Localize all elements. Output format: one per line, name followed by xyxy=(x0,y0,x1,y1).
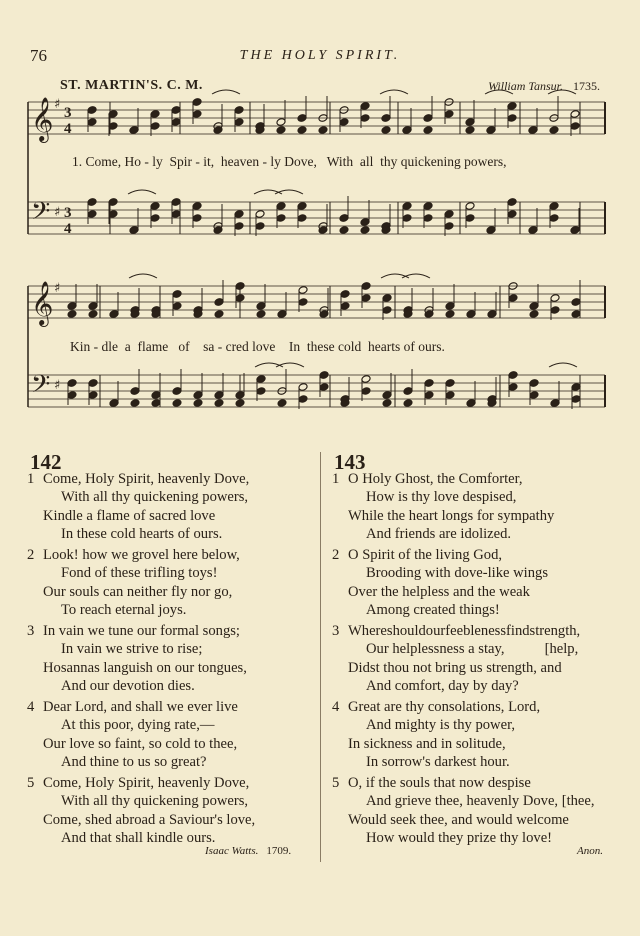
slur xyxy=(485,90,513,94)
stanza xyxy=(332,622,632,696)
note-head xyxy=(529,310,539,319)
stanza xyxy=(332,698,632,772)
sharp-icon: ♯ xyxy=(54,378,61,393)
slur xyxy=(275,190,303,194)
stanza-line: Whereshouldourfeeblenessfindstrength, xyxy=(348,623,581,639)
time-signature-top: 3 xyxy=(64,105,72,121)
slur xyxy=(254,190,282,194)
stanza xyxy=(27,470,327,544)
note-head xyxy=(381,126,391,135)
stanza-number: 1 xyxy=(27,471,35,487)
note-head xyxy=(235,399,245,408)
stanza xyxy=(332,546,632,620)
slur xyxy=(381,274,409,278)
stanza-line: While the heart longs for sympathy xyxy=(348,507,555,524)
stanza-line: Among created things! xyxy=(366,602,500,619)
stanza-line: With all thy quickening powers, xyxy=(61,489,249,506)
stanza-number: 3 xyxy=(332,623,340,639)
stanza xyxy=(332,470,632,544)
stanza-line: O, if the souls that now despise xyxy=(348,775,531,791)
stanza-line: Come, Holy Spirit, heavenly Dove, xyxy=(43,775,250,791)
note-head xyxy=(172,399,182,408)
sharp-icon: ♯ xyxy=(54,281,61,296)
stanza-line: And grieve thee, heavenly Dove, [thee, xyxy=(366,793,595,810)
treble-clef-icon: 𝄞 xyxy=(31,281,54,325)
lyrics-line-2: Kin - dle a flame of sa - cred love In these cold hearts of ours. xyxy=(70,339,445,354)
slur xyxy=(549,363,577,367)
note-head xyxy=(276,126,286,135)
bass-clef-icon: 𝄢 xyxy=(31,370,51,405)
stanza-line: In sorrow's darkest hour. xyxy=(366,754,510,771)
attribution-year: 1709. xyxy=(266,845,292,857)
stanza-line: Come, shed abroad a Saviour's love, xyxy=(43,811,256,828)
stanza-line: Brooding with dove-like wings xyxy=(366,565,549,582)
note-head xyxy=(214,310,224,319)
slur xyxy=(380,90,408,94)
time-signature-top: 3 xyxy=(64,205,72,221)
stanza-line: Our love so faint, so cold to thee, xyxy=(43,735,238,752)
slur xyxy=(128,190,156,194)
note-head xyxy=(465,126,475,135)
stanza-line: Our souls can neither fly nor go, xyxy=(43,583,233,600)
note-head xyxy=(67,310,77,319)
stanza-number: 3 xyxy=(27,623,35,639)
stanza-number: 4 xyxy=(27,699,35,715)
stanza-line: In sickness and in solitude, xyxy=(348,735,506,752)
stanza-line: And that shall kindle ours. xyxy=(61,830,216,847)
slur xyxy=(276,363,304,367)
stanza-line: Hosannas languish on our tongues, xyxy=(43,659,247,676)
stanza-line: In vain we strive to rise; xyxy=(61,641,203,658)
stanza-line: Kindle a flame of sacred love xyxy=(43,507,216,524)
stanza-line: O Holy Ghost, the Comforter, xyxy=(348,471,523,487)
slur xyxy=(212,90,240,94)
note-head xyxy=(382,399,392,408)
sharp-icon: ♯ xyxy=(54,205,61,220)
note-head xyxy=(193,399,203,408)
stanza-number: 5 xyxy=(332,775,340,791)
stanza xyxy=(332,774,632,848)
note-head xyxy=(297,126,307,135)
stanza-line: How is thy love despised, xyxy=(366,489,517,506)
stanza-line: And comfort, day by day? xyxy=(366,678,519,695)
stanza-line: In these cold hearts of ours. xyxy=(61,526,223,543)
note-head xyxy=(88,310,98,319)
slur xyxy=(129,274,157,278)
note-head xyxy=(318,126,328,135)
hymn-142-number: 142 xyxy=(30,450,62,474)
note-head xyxy=(360,226,370,235)
stanza-number: 1 xyxy=(332,471,340,487)
note-head xyxy=(339,226,349,235)
stanza-line: Come, Holy Spirit, heavenly Dove, xyxy=(43,471,250,487)
stanza-line: And our devotion dies. xyxy=(61,678,195,695)
running-title: THE HOLY SPIRIT. xyxy=(239,48,401,63)
stanza-line: Dear Lord, and shall we ever live xyxy=(43,699,238,715)
stanza-number: 2 xyxy=(27,547,35,563)
stanza-line: Fond of these trifling toys! xyxy=(61,565,218,582)
note-head xyxy=(277,399,287,408)
slur xyxy=(402,274,430,278)
note-head xyxy=(130,399,140,408)
stanza-number: 2 xyxy=(332,547,340,563)
hymn-142-attribution xyxy=(205,845,291,857)
tune-name: ST. MARTIN'S. C. M. xyxy=(60,78,203,93)
time-signature-bottom: 4 xyxy=(64,221,72,237)
stanza-line: O Spirit of the living God, xyxy=(348,547,503,563)
stanza-line: And friends are idolized. xyxy=(366,526,512,543)
stanza-line: At this poor, dying rate,— xyxy=(61,717,215,734)
stanza-number: 5 xyxy=(27,775,35,791)
note-head xyxy=(403,399,413,408)
stanza-line: Over the helpless and the weak xyxy=(348,583,530,600)
slur xyxy=(255,363,283,367)
note-head xyxy=(256,310,266,319)
lyrics-line-1: 1. Come, Ho - ly Spir - it, heaven - ly Dove, With all thy quickening powers, xyxy=(72,154,507,169)
composer-year: 1735. xyxy=(573,79,600,93)
stanza-line: Our helplessness a stay, [help, xyxy=(366,641,579,658)
stanza xyxy=(27,546,327,620)
stanza-line: To reach eternal joys. xyxy=(61,602,187,619)
bass-clef-icon: 𝄢 xyxy=(31,197,51,232)
stanza-line: And mighty is thy power, xyxy=(366,717,515,734)
stanza-line: Look! how we grovel here below, xyxy=(43,547,240,563)
page-number: 76 xyxy=(30,46,47,65)
sharp-icon: ♯ xyxy=(54,97,61,112)
stanza-line: Didst thou not bring us strength, and xyxy=(348,659,562,676)
treble-clef-icon: 𝄞 xyxy=(31,97,54,141)
hymn-143-number: 143 xyxy=(334,450,366,474)
composer-name: William Tansur. xyxy=(488,79,563,93)
stanza xyxy=(27,622,327,696)
stanza-line: And thine to us so great? xyxy=(61,754,207,771)
attribution-author: Isaac Watts. xyxy=(205,845,259,857)
note-head xyxy=(214,399,224,408)
stanza xyxy=(27,698,327,772)
stanza-line: Great are thy consolations, Lord, xyxy=(348,699,541,715)
music-score xyxy=(0,0,640,440)
time-signature-bottom: 4 xyxy=(64,121,72,137)
hymn-143-attribution: Anon. xyxy=(577,845,603,857)
note-head xyxy=(423,126,433,135)
stanza-line: With all thy quickening powers, xyxy=(61,793,249,810)
note-head xyxy=(549,126,559,135)
stanza-number: 4 xyxy=(332,699,340,715)
stanza-line: Would seek thee, and would welcome xyxy=(348,811,569,828)
note-head xyxy=(445,310,455,319)
stanza xyxy=(27,774,327,848)
stanza-line: In vain we tune our formal songs; xyxy=(43,623,240,639)
slur xyxy=(548,90,576,94)
stanza-line: How would they prize thy love! xyxy=(366,830,553,847)
